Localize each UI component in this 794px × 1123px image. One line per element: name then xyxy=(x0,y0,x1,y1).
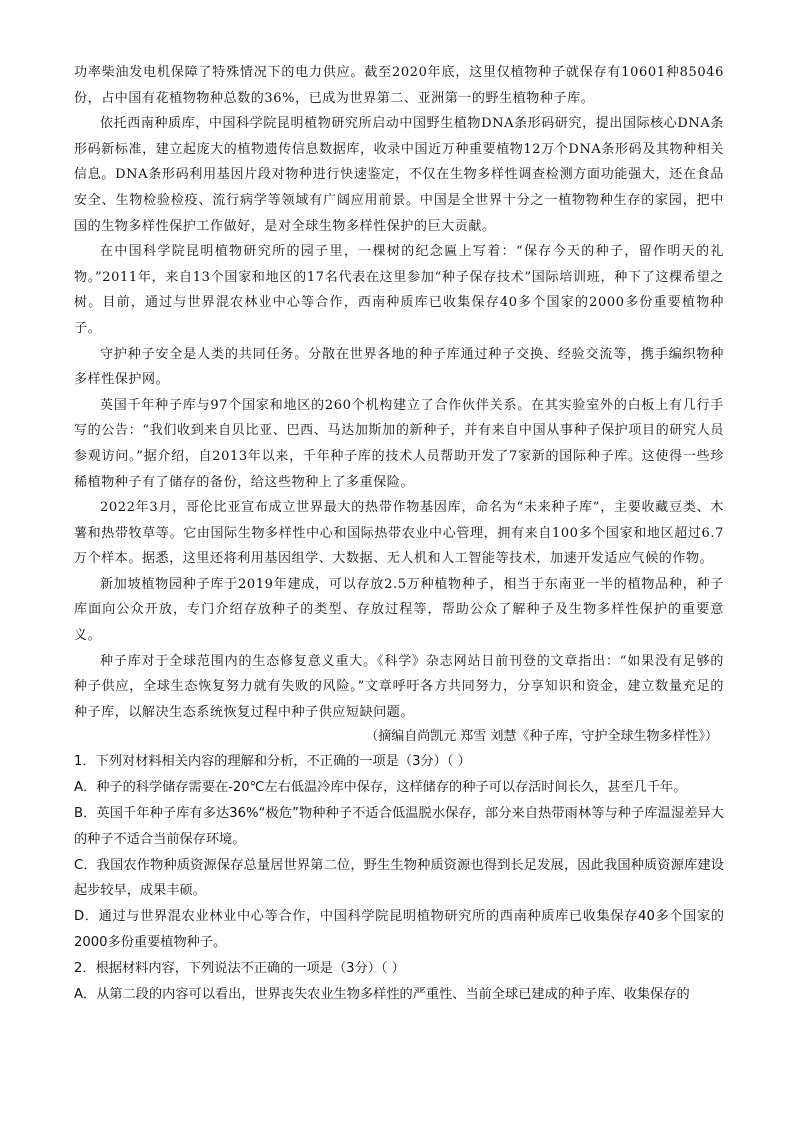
exam-page xyxy=(74,60,724,1007)
passage-paragraph-4: 守护种子安全是人类的共同任务。分散在世界各地的种子库通过种子交换、经验交流等，携手编织物种多样性保护网。 xyxy=(74,346,724,388)
passage-paragraph-6: 2022年3月，哥伦比亚宣布成立世界最大的热带作物基因库，命名为“未来种子库”，主要收藏豆类、木薯和热带牧草等。它由国际生物多样性中心和国际热带农业中心管理，拥有来自100多个国家和地区超过6.7万个样本。据悉，这里还将利用基因组学、大数据、无人机和人工智能等技术，加速开发适应气候的作物。 xyxy=(74,500,724,567)
passage-paragraph-8: 种子库对于全球范围内的生态修复意义重大。《科学》杂志网站日前刊登的文章指出：“如果没有足够的种子供应，全球生态恢复努力就有失败的风险。”文章呼吁各方共同努力，分享知识和资金，建立数量充足的种子库，以解决生态系统恢复过程中种子供应短缺问题。 xyxy=(74,653,724,720)
question-1-option-b: B．英国千年种子库有多达36%“极危”物种种子不适合低温脱水保存，部分来自热带雨林等与种子库温湿差异大的种子不适合当前保存环境。 xyxy=(74,806,724,847)
passage-source: （摘编自尚凯元 郑雪 刘慧《种子库，守护全球生物多样性》） xyxy=(365,729,718,745)
question-1-stem: 1．下列对材料相关内容的理解和分析，不正确的一项是（3分）（ ） xyxy=(74,754,471,770)
question-2-stem: 2．根据材料内容，下列说法不正确的一项是（3分）（ ） xyxy=(74,960,405,976)
question-1-option-a: A．种子的科学储存需要在-20℃左右低温冷库中保存，这样储存的种子可以存活时间长久，甚至几千年。 xyxy=(74,780,687,796)
passage-paragraph-1: 功率柴油发电机保障了特殊情况下的电力供应。截至2020年底，这里仅植物种子就保存有10601种85046份，占中国有花植物物种总数的36%，已成为世界第二、亚洲第一的野生植物种子库。 xyxy=(74,65,724,106)
passage-paragraph-3: 在中国科学院昆明植物研究所的园子里，一棵树的纪念匾上写着：“保存今天的种子，留作明天的礼物。”2011年，来自13个国家和地区的17名代表在这里参加“种子保存技术”国际培训班，种下了这棵希望之树。目前，通过与世界混农林业中心等合作，西南种质库已收集保存40多个国家的2000多份重要植物种子。 xyxy=(74,244,724,336)
passage-paragraph-7: 新加坡植物园种子库于2019年建成，可以存放2.5万种植物种子，相当于东南亚一半的植物品种，种子库面向公众开放，专门介绍存放种子的类型、存放过程等，帮助公众了解种子及生物多样性保护的重要意义。 xyxy=(74,576,724,644)
question-1-option-d: D．通过与世界混农业林业中心等合作，中国科学院昆明植物研究所的西南种质库已收集保存40多个国家的2000多份重要植物种子。 xyxy=(74,909,724,951)
question-2-option-a: A．从第二段的内容可以看出，世界丧失农业生物多样性的严重性、当前全球已建成的种子库、收集保存的 xyxy=(74,986,690,1002)
passage-paragraph-2: 依托西南种质库，中国科学院昆明植物研究所启动中国野生植物DNA条形码研究，提出国际核心DNA条形码新标准，建立起庞大的植物遗传信息数据库，收录中国近万种重要植物12万个DNA条形码及其物种相关信息。DNA条形码利用基因片段对物种进行快速鉴定，不仅在生物多样性调查检测方面功能强大，还在食品安全、生物检验检疫、流行病学等领域有广阔应用前景。中国是全世界十分之一植物物种生存的家园，把中国的生物多样性保护工作做好，是对全球生物多样性保护的巨大贡献。 xyxy=(74,116,724,234)
passage-paragraph-5: 英国千年种子库与97个国家和地区的260个机构建立了合作伙伴关系。在其实验室外的白板上有几行手写的公告：“我们收到来自贝比亚、巴西、马达加斯加的新种子，并有来自中国从事种子保护项目的研究人员参观访问。”据介绍，自2013年以来，千年种子库的技术人员帮助开发了7家新的国际种子库。这使得一些珍稀植物种子有了储存的备份，给这些物种上了多重保险。 xyxy=(74,397,724,490)
question-1-option-c: C．我国农作物种质资源保存总量居世界第二位，野生生物种质资源也得到长足发展，因此我国种质资源库建设起步较早，成果丰硕。 xyxy=(74,857,724,899)
